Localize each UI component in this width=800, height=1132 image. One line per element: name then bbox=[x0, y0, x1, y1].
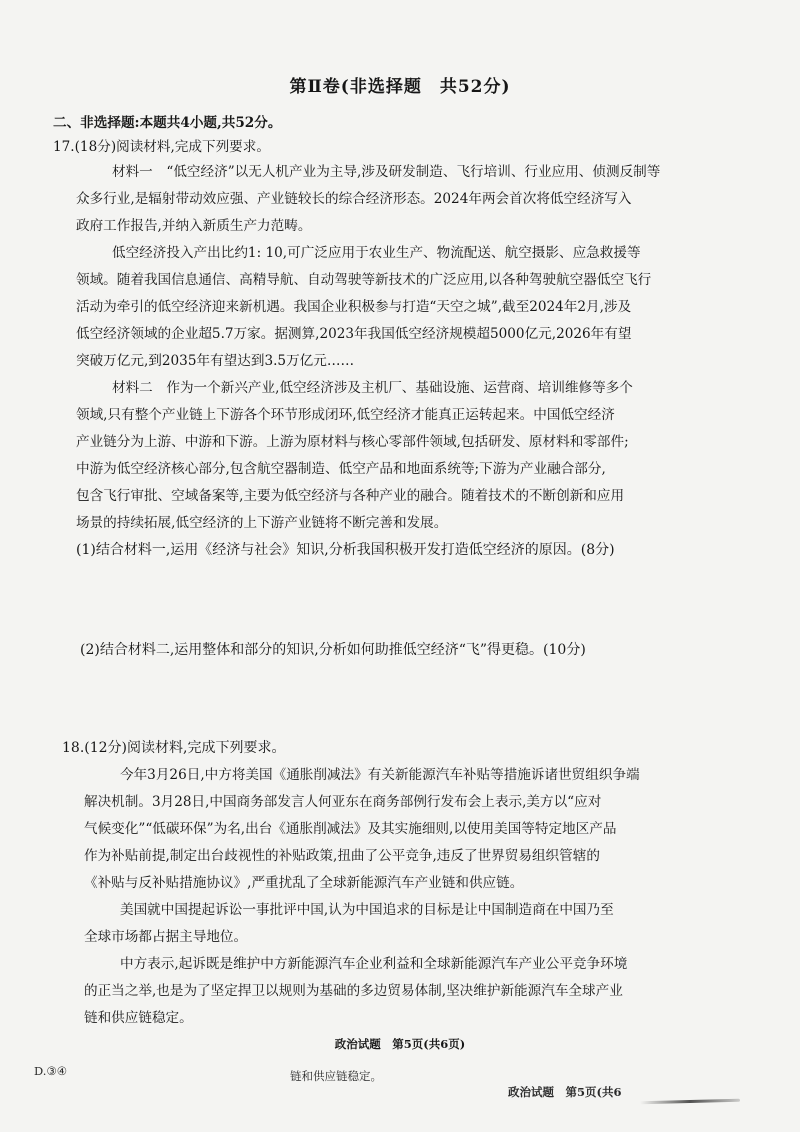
q17-material1-line: 众多行业,是辐射带动效应强、产业链较长的综合经济形态。2024年两会首次将低空经济写入 bbox=[76, 191, 632, 207]
q17-material2-line: 产业链分为上游、中游和下游。上游为原材料与核心零部件领域,包括研发、原材料和零部件; bbox=[76, 434, 629, 450]
q17-material1-line: 政府工作报告,并纳入新质生产力范畴。 bbox=[76, 218, 312, 234]
q18-paragraph-line: 全球市场都占据主导地位。 bbox=[84, 929, 248, 945]
bleed-center-text: 链和供应链稳定。 bbox=[290, 1069, 382, 1083]
q17-material1-line: 材料一 “低空经济”以无人机产业为主导,涉及研发制造、飞行培训、行业应用、侦测反制等 bbox=[112, 164, 661, 180]
page-footer: 政治试题 第5页(共6页) bbox=[334, 1037, 466, 1051]
q18-paragraph-line: 美国就中国提起诉讼一事批评中国,认为中国追求的目标是让中国制造商在中国乃至 bbox=[120, 902, 614, 918]
q18-paragraph-line: 气候变化”“低碳环保”为名,出台《通胀削减法》及其实施细则,以使用美国等特定地区产品 bbox=[84, 821, 617, 837]
q17-material2-line: 场景的持续拓展,低空经济的上下游产业链将不断完善和发展。 bbox=[76, 515, 448, 531]
q18-paragraph-line: 作为补贴前提,制定出台歧视性的补贴政策,扭曲了公平竞争,违反了世界贸易组织管辖的 bbox=[84, 848, 600, 864]
q17-material2-line: 领域,只有整个产业链上下游各个环节形成闭环,低空经济才能真正运转起来。中国低空经济 bbox=[76, 407, 615, 423]
q17-subquestion-1: (1)结合材料一,运用《经济与社会》知识,分析我国积极开发打造低空经济的原因。(8分) bbox=[76, 542, 615, 558]
q17-material1-line: 活动为牵引的低空经济迎来新机遇。我国企业积极参与打造“天空之城”,截至2024年2月,涉及 bbox=[76, 299, 632, 315]
q17-subquestion-2: (2)结合材料二,运用整体和部分的知识,分析如何助推低空经济“飞”得更稳。(10分) bbox=[80, 642, 586, 658]
q17-material2-line: 中游为低空经济核心部分,包含航空器制造、低空产品和地面系统等;下游为产业融合部分, bbox=[76, 461, 606, 477]
q18-paragraph-line: 《补贴与反补贴措施协议》,严重扰乱了全球新能源汽车产业链和供应链。 bbox=[84, 875, 524, 891]
q17-material1-line: 突破万亿元,到2035年有望达到3.5万亿元…… bbox=[76, 353, 355, 369]
q17-header: 17.(18分)阅读材料,完成下列要求。 bbox=[53, 139, 270, 155]
page-title: 第Ⅱ卷(非选择题 共52分) bbox=[289, 77, 511, 97]
bleed-footer-text: 政治试题 第5页(共6 bbox=[508, 1085, 622, 1099]
q18-paragraph-line: 链和供应链稳定。 bbox=[84, 1010, 193, 1026]
q18-header: 18.(12分)阅读材料,完成下列要求。 bbox=[62, 740, 286, 756]
q18-paragraph-line: 的正当之举,也是为了坚定捍卫以规则为基础的多边贸易体制,坚决维护新能源汽车全球产业 bbox=[84, 983, 623, 999]
bleed-option-text: D.③④ bbox=[34, 1064, 68, 1078]
q17-material1-line: 领域。随着我国信息通信、高精导航、自动驾驶等新技术的广泛应用,以各种驾驶航空器低空飞行 bbox=[76, 272, 652, 288]
section-header: 二、非选择题:本题共4小题,共52分。 bbox=[53, 115, 282, 131]
q18-paragraph-line: 解决机制。3月28日,中国商务部发言人何亚东在商务部例行发布会上表示,美方以“应对 bbox=[84, 794, 602, 810]
q17-material1-line: 低空经济领域的企业超5.7万家。据测算,2023年我国低空经济规模超5000亿元,2026年有望 bbox=[76, 326, 632, 342]
q18-paragraph-line: 今年3月26日,中方将美国《通胀削减法》有关新能源汽车补贴等措施诉诸世贸组织争端 bbox=[120, 767, 640, 783]
q17-material2-line: 材料二 作为一个新兴产业,低空经济涉及主机厂、基础设施、运营商、培训维修等多个 bbox=[112, 380, 633, 396]
q17-material1-line: 低空经济投入产出比约1: 10,可广泛应用于农业生产、物流配送、航空摄影、应急救援等 bbox=[112, 245, 641, 261]
scan-smear bbox=[640, 1099, 740, 1105]
q17-material2-line: 包含飞行审批、空域备案等,主要为低空经济与各种产业的融合。随着技术的不断创新和应用 bbox=[76, 488, 625, 504]
q18-paragraph-line: 中方表示,起诉既是维护中方新能源汽车企业利益和全球新能源汽车产业公平竞争环境 bbox=[120, 956, 628, 972]
